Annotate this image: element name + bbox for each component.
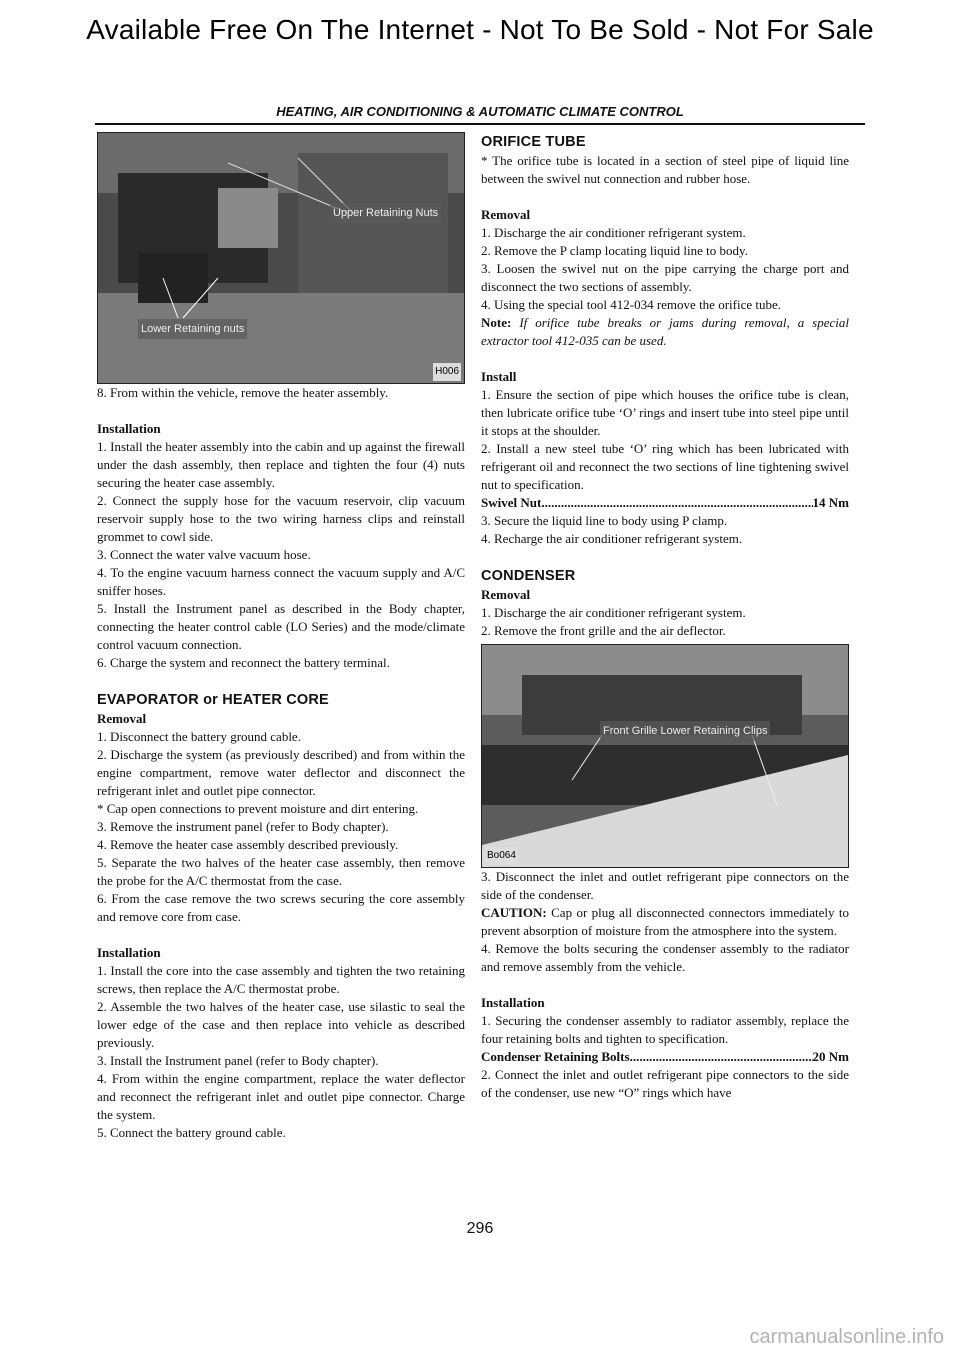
removal-step: * Cap open connections to prevent moisture and dirt entering. bbox=[97, 801, 419, 816]
install-step: 5. Install the Instrument panel as described in the Body chapter, connecting the heater control cable (LO Series) and the mode/climate control vacuum connection. bbox=[97, 601, 465, 652]
orifice-removal-step: 2. Remove the P clamp locating liquid line to body. bbox=[481, 243, 748, 258]
bolts-label: Condenser Retaining Bolts bbox=[481, 1049, 630, 1064]
orifice-intro: * The orifice tube is located in a section of steel pipe of liquid line between the swivel nut connection and rubber hose. bbox=[481, 153, 849, 186]
note-text: If orifice tube breaks or jams during removal, a special extractor tool 412-035 can be used. bbox=[481, 315, 849, 348]
condenser-removal-step: 4. Remove the bolts securing the condenser assembly to the radiator and remove assembly from the vehicle. bbox=[481, 941, 849, 974]
installation2-heading: Installation bbox=[97, 945, 161, 960]
section-header: HEATING, AIR CONDITIONING & AUTOMATIC CLIMATE CONTROL bbox=[276, 104, 684, 119]
orifice-install-step: 2. Install a new steel tube ‘O’ ring which has been lubricated with refrigerant oil and reconnect the two sections of line tightening swivel nut to specification. bbox=[481, 441, 849, 492]
caution-label: CAUTION: bbox=[481, 905, 547, 920]
condenser-removal-step: 3. Disconnect the inlet and outlet refrigerant pipe connectors on the side of the condenser. bbox=[481, 869, 849, 902]
bolts-value: 20 Nm bbox=[812, 1049, 849, 1064]
grille-clips-label: Front Grille Lower Retaining Clips bbox=[600, 721, 770, 741]
orifice-removal-step: 3. Loosen the swivel nut on the pipe carrying the charge port and disconnect the two sections of assembly. bbox=[481, 261, 849, 294]
removal-step: 6. From the case remove the two screws securing the core assembly and remove core from case. bbox=[97, 891, 465, 924]
installation-heading: Installation bbox=[97, 421, 161, 436]
condenser-removal-step: 1. Discharge the air conditioner refrigerant system. bbox=[481, 605, 746, 620]
condenser-install-step: 1. Securing the condenser assembly to radiator assembly, replace the four retaining bolts and tighten to specification. bbox=[481, 1013, 849, 1046]
condenser-removal-heading: Removal bbox=[481, 587, 531, 602]
lower-nuts-label: Lower Retaining nuts bbox=[138, 319, 247, 339]
install2-step: 1. Install the core into the case assembly and tighten the two retaining screws, then replace the A/C thermostat probe. bbox=[97, 963, 465, 996]
left-column bbox=[97, 132, 465, 1142]
heater-photo bbox=[97, 132, 465, 384]
removal-heading: Removal bbox=[97, 711, 147, 726]
spec-leader bbox=[541, 494, 812, 512]
right-column bbox=[481, 132, 849, 1102]
page-number: 296 bbox=[466, 1220, 494, 1237]
heater-photo-art bbox=[98, 133, 464, 383]
install-step: 4. To the engine vacuum harness connect the vacuum supply and A/C sniffer hoses. bbox=[97, 565, 465, 598]
install2-step: 5. Connect the battery ground cable. bbox=[97, 1125, 286, 1140]
removal-step: 3. Remove the instrument panel (refer to Body chapter). bbox=[97, 819, 389, 834]
removal-step: 5. Separate the two halves of the heater case assembly, then remove the probe for the A/C thermostat from the case. bbox=[97, 855, 465, 888]
condenser-bolts-spec bbox=[481, 1048, 849, 1066]
grille-photo-code: Bo064 bbox=[485, 847, 518, 865]
condenser-heading: CONDENSER bbox=[481, 568, 576, 584]
grille-photo bbox=[481, 644, 849, 868]
watermark: carmanualsonline.info bbox=[749, 1326, 944, 1348]
install2-step: 4. From within the engine compartment, replace the water deflector and reconnect the refrigerant inlet and outlet pipe connector. Charge the system. bbox=[97, 1071, 465, 1122]
page-banner: Available Free On The Internet - Not To Be Sold - Not For Sale bbox=[86, 14, 874, 45]
condenser-install-step: 2. Connect the inlet and outlet refrigerant pipe connectors to the side of the condenser, use new “O” rings which have bbox=[481, 1067, 849, 1100]
spec-leader bbox=[630, 1048, 813, 1066]
note bbox=[481, 314, 849, 350]
install-step: 6. Charge the system and reconnect the battery terminal. bbox=[97, 655, 390, 670]
upper-nuts-label: Upper Retaining Nuts bbox=[330, 203, 441, 223]
removal-step: 1. Disconnect the battery ground cable. bbox=[97, 729, 301, 744]
orifice-removal-heading: Removal bbox=[481, 207, 531, 222]
install-step: 2. Connect the supply hose for the vacuum reservoir, clip vacuum reservoir supply hose to the two wiring harness clips and reinstall grommet to cowl side. bbox=[97, 493, 465, 544]
caution-text: Cap or plug all disconnected connectors immediately to prevent absorption of moisture from the atmosphere into the system. bbox=[481, 905, 849, 938]
install-step: 3. Connect the water valve vacuum hose. bbox=[97, 547, 311, 562]
orifice-install-step: 3. Secure the liquid line to body using P clamp. bbox=[481, 513, 728, 528]
orifice-removal-step: 1. Discharge the air conditioner refrigerant system. bbox=[481, 225, 746, 240]
orifice-install-step: 1. Ensure the section of pipe which houses the orifice tube is clean, then lubricate orifice tube ‘O’ rings and insert tube into steel pipe until it stops at the shoulder. bbox=[481, 387, 849, 438]
photo-code: H006 bbox=[433, 363, 461, 381]
orifice-install-step: 4. Recharge the air conditioner refrigerant system. bbox=[481, 531, 743, 546]
orifice-removal-step: 4. Using the special tool 412-034 remove the orifice tube. bbox=[481, 297, 782, 312]
condenser-install-heading: Installation bbox=[481, 995, 545, 1010]
swivel-value: 14 Nm bbox=[812, 495, 849, 510]
note-label: Note: bbox=[481, 315, 512, 330]
condenser-removal-step: 2. Remove the front grille and the air deflector. bbox=[481, 623, 726, 638]
removal-step: 2. Discharge the system (as previously described) and from within the engine compartment, remove water deflector and disconnect the refrigerant inlet and outlet pipe connector. bbox=[97, 747, 465, 798]
install-step: 1. Install the heater assembly into the cabin and up against the firewall under the dash assembly, then replace and tighten the four (4) nuts securing the heater case assembly. bbox=[97, 439, 465, 490]
install2-step: 2. Assemble the two halves of the heater case, use silastic to seal the lower edge of the case and then replace into vehicle as described previously. bbox=[97, 999, 465, 1050]
grille-photo-art bbox=[482, 645, 848, 867]
header-rule bbox=[95, 123, 865, 125]
swivel-nut-spec bbox=[481, 494, 849, 512]
evaporator-heading: EVAPORATOR or HEATER CORE bbox=[97, 692, 329, 708]
step-8: 8. From within the vehicle, remove the heater assembly. bbox=[97, 385, 389, 400]
removal-step: 4. Remove the heater case assembly described previously. bbox=[97, 837, 399, 852]
install2-step: 3. Install the Instrument panel (refer to Body chapter). bbox=[97, 1053, 379, 1068]
caution bbox=[481, 904, 849, 940]
orifice-install-heading: Install bbox=[481, 369, 517, 384]
swivel-label: Swivel Nut bbox=[481, 495, 542, 510]
orifice-heading: ORIFICE TUBE bbox=[481, 134, 586, 150]
